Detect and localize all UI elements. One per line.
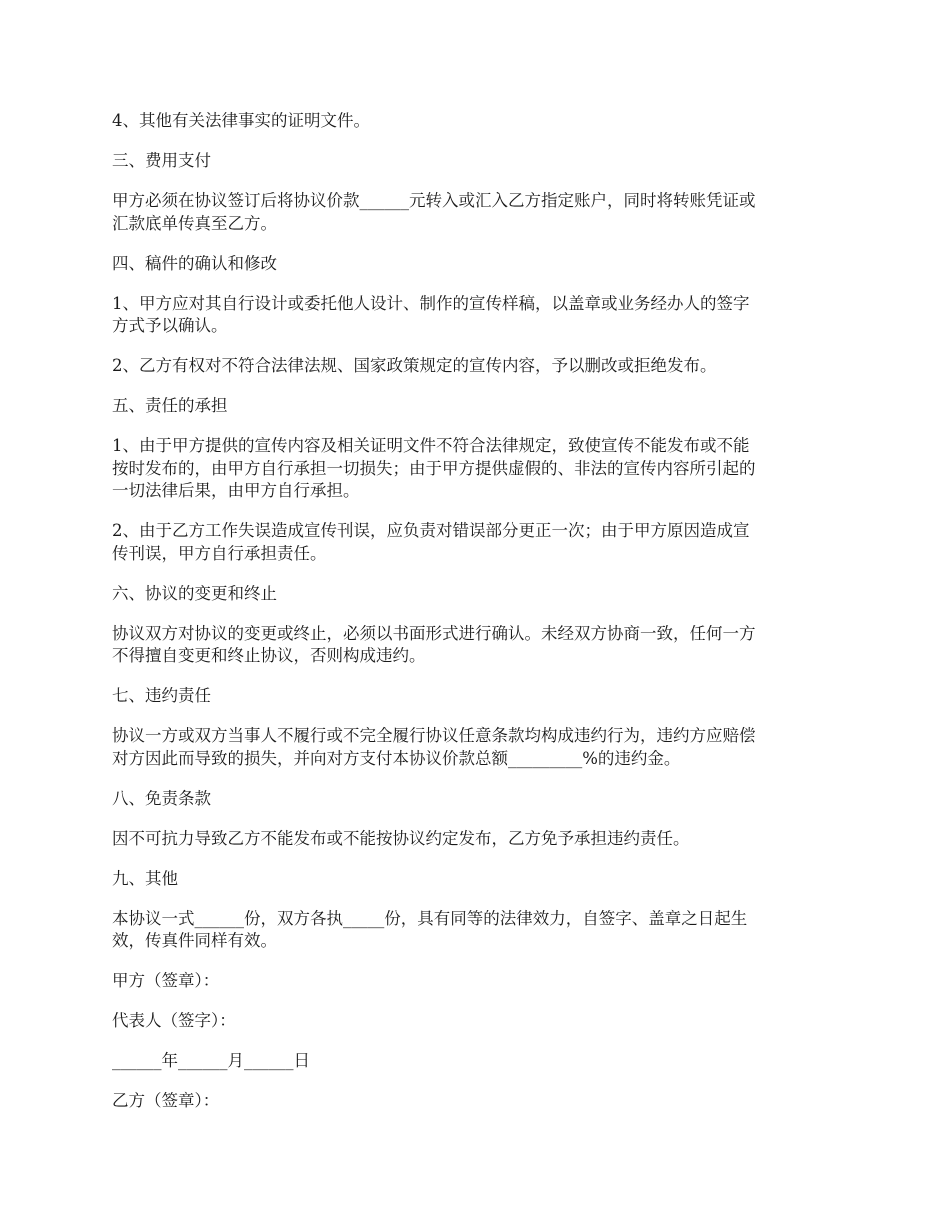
section-heading (112, 788, 842, 811)
paragraph (112, 725, 842, 770)
text-line: 协议一方或双方当事人不履行或不完全履行协议任意条款均构成违约行为，违约方应赔偿 (112, 726, 756, 745)
paragraph (112, 623, 842, 668)
text-line: 方式予以确认。 (112, 316, 228, 335)
text-line: 甲方必须在协议签订后将协议价款______元转入或汇入乙方指定账户，同时将转账凭证或 (112, 191, 756, 210)
text-line: 2、由于乙方工作失误造成宣传刊误，应负责对错误部分更正一次；由于甲方原因造成宣 (112, 521, 750, 540)
text-line: 1、甲方应对其自行设计或委托他人设计、制作的宣传样稿，以盖章或业务经办人的签字 (112, 293, 750, 313)
text-line: 乙方（签章）： (112, 1091, 220, 1110)
text-line: 三、费用支付 (112, 151, 211, 170)
text-line: 甲方（签章）： (112, 971, 220, 990)
section-heading (112, 395, 842, 418)
text-line: 汇款底单传真至乙方。 (112, 213, 277, 233)
paragraph (112, 110, 842, 133)
paragraph (112, 293, 842, 338)
text-line: 六、协议的变更和终止 (112, 583, 277, 603)
section-heading (112, 868, 842, 891)
signature-line (112, 1010, 842, 1033)
text-line: 2、乙方有权对不符合法律法规、国家政策规定的宣传内容，予以删改或拒绝发布。 (112, 356, 717, 375)
section-heading (112, 583, 842, 606)
text-line: ______年______月______日 (112, 1051, 310, 1070)
text-line: 对方因此而导致的损失，并向对方支付本协议价款总额_________%的违约金。 (112, 748, 681, 768)
paragraph (112, 355, 842, 378)
paragraph (112, 190, 842, 235)
text-line: 1、由于甲方提供的宣传内容及相关证明文件不符合法律规定，致使宣传不能发布或不能 (112, 436, 750, 455)
text-line: 协议双方对协议的变更或终止，必须以书面形式进行确认。未经双方协商一致，任何一方 (112, 623, 756, 643)
text-line: 不得擅自变更和终止协议，否则构成违约。 (112, 646, 426, 665)
text-line: 因不可抗力导致乙方不能发布或不能按协议约定发布，乙方免予承担违约责任。 (112, 828, 690, 848)
document-page (112, 110, 842, 1130)
paragraph (112, 908, 842, 953)
text-line: 按时发布的，由甲方自行承担一切损失；由于甲方提供虚假的、非法的宣传内容所引起的 (112, 458, 756, 478)
signature-line (112, 1090, 842, 1113)
text-line: 八、免责条款 (112, 788, 211, 808)
signature-line (112, 970, 842, 993)
section-heading (112, 150, 842, 173)
text-line: 效，传真件同样有效。 (112, 931, 277, 950)
text-line: 代表人（签字）： (112, 1011, 236, 1030)
text-line: 九、其他 (112, 868, 178, 888)
text-line: 本协议一式______份，双方各执_____份，具有同等的法律效力，自签字、盖章之日起生 (112, 908, 748, 928)
text-line: 五、责任的承担 (112, 396, 228, 415)
paragraph (112, 435, 842, 503)
text-line: 传刊误，甲方自行承担责任。 (112, 543, 327, 563)
paragraph (112, 520, 842, 565)
document-body (112, 110, 842, 1113)
text-line: 4、其他有关法律事实的证明文件。 (112, 111, 370, 130)
signature-line (112, 1050, 842, 1073)
text-line: 一切法律后果，由甲方自行承担。 (112, 481, 360, 500)
text-line: 七、违约责任 (112, 686, 211, 705)
text-line: 四、稿件的确认和修改 (112, 253, 277, 273)
section-heading (112, 685, 842, 708)
paragraph (112, 828, 842, 851)
section-heading (112, 253, 842, 276)
